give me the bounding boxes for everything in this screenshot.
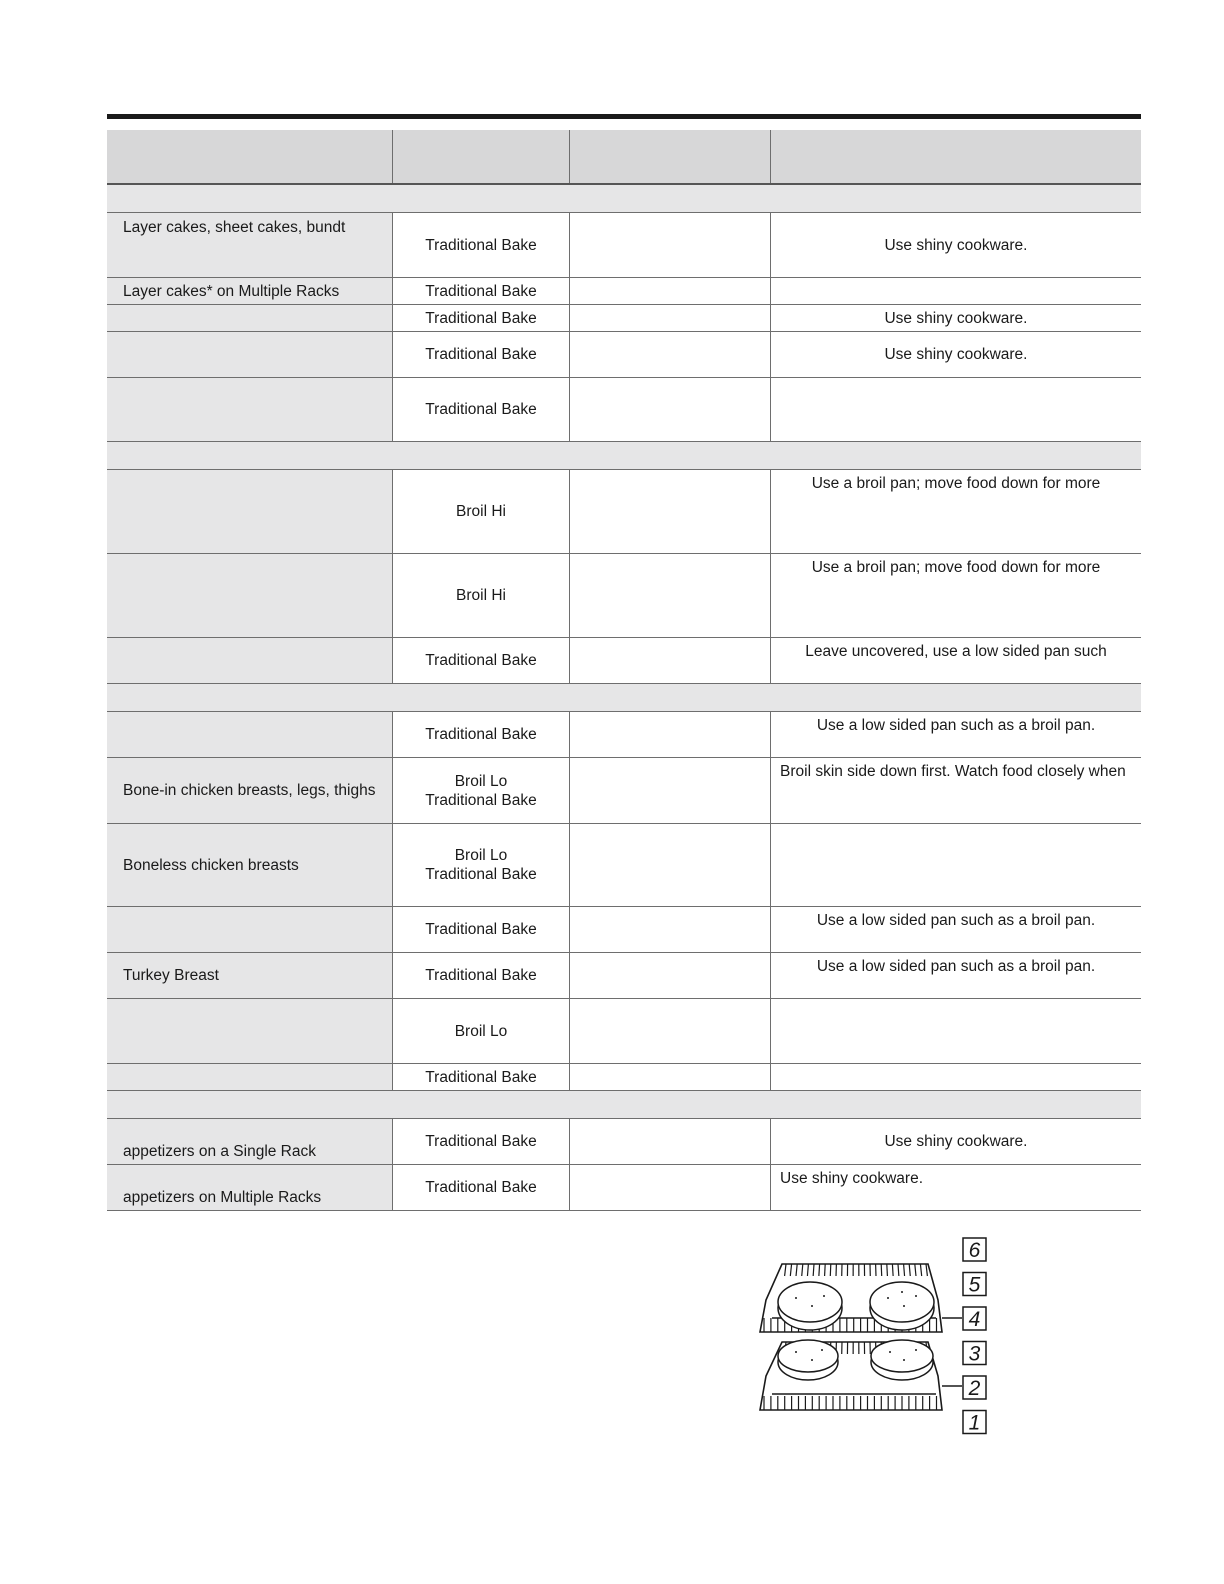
food-cell (107, 907, 392, 952)
rack-position-number: 6 (968, 1239, 981, 1262)
notes-text: Use shiny cookware. (884, 236, 1028, 254)
food-label: Bone-in chicken breasts, legs, thighs (123, 782, 376, 799)
food-cell (107, 554, 392, 637)
rack-position-cell (569, 907, 770, 952)
notes-text: Leave uncovered, use a low sided pan such (805, 643, 1107, 660)
notes-text: Use shiny cookware. (884, 309, 1028, 327)
notes-cell (770, 470, 1141, 553)
rack-position-number: 4 (968, 1308, 981, 1331)
table-row (107, 332, 1141, 378)
notes-cell (770, 1119, 1141, 1164)
notes-cell (770, 278, 1141, 304)
cooking-mode-cell (392, 953, 569, 998)
section-row (107, 684, 1141, 712)
cooking-mode-cell (392, 554, 569, 637)
cooking-mode-label: Broil Hi (456, 587, 506, 604)
cooking-mode-label: Traditional Bake (425, 652, 537, 669)
cooking-mode-cell (392, 999, 569, 1063)
cooking-mode-label: Broil Hi (456, 503, 506, 520)
rack-position-cell (569, 278, 770, 304)
rack-position-cell (569, 470, 770, 553)
notes-text: Use a low sided pan such as a broil pan. (816, 912, 1096, 929)
food-cell (107, 1119, 392, 1164)
notes-cell (770, 999, 1141, 1063)
cooking-mode-label: Traditional Bake (425, 921, 537, 938)
table-row (107, 999, 1141, 1064)
rack-position-cell (569, 378, 770, 441)
table-header (107, 130, 1141, 185)
rack-position-cell (569, 554, 770, 637)
notes-cell (770, 953, 1141, 998)
top-rule (107, 114, 1141, 119)
section-row (107, 1091, 1141, 1119)
rack-position-cell (569, 758, 770, 823)
food-label: appetizers on a Single Rack (123, 1143, 317, 1160)
food-label: Layer cakes, sheet cakes, bundt (123, 219, 346, 236)
table-row (107, 305, 1141, 332)
cooking-guide-table (107, 130, 1141, 1211)
rack-position-number: 3 (968, 1342, 981, 1366)
food-cell (107, 378, 392, 441)
table-row (107, 758, 1141, 824)
rack-position-cell (569, 1064, 770, 1090)
cooking-mode-cell (392, 278, 569, 304)
notes-cell (770, 305, 1141, 331)
table-row (107, 1064, 1141, 1091)
notes-cell (770, 378, 1141, 441)
rack-position-cell (569, 953, 770, 998)
food-cell (107, 1064, 392, 1090)
notes-text: Use a broil pan; move food down for more (811, 559, 1101, 576)
rack-position-cell (569, 638, 770, 683)
cooking-mode-cell (392, 907, 569, 952)
cooking-mode-label: Traditional Bake (425, 236, 537, 254)
header-notes-cell (770, 130, 1141, 183)
food-cell (107, 758, 392, 823)
cooking-mode-label: Broil Lo (454, 1022, 508, 1040)
table-row (107, 1119, 1141, 1165)
section-row (107, 185, 1141, 213)
table-row (107, 554, 1141, 638)
cooking-mode-cell (392, 712, 569, 757)
rack-position-number: 1 (968, 1411, 981, 1435)
table-row (107, 378, 1141, 442)
table-row (107, 470, 1141, 554)
food-cell (107, 1165, 392, 1210)
rack-position-number: 5 (968, 1273, 981, 1297)
notes-text: Use a broil pan; move food down for more (811, 475, 1101, 492)
cooking-mode-label: Traditional Bake (425, 726, 537, 743)
cooking-mode-label: Traditional Bake (425, 309, 537, 327)
cooking-mode-cell (392, 332, 569, 377)
notes-text: Use a low sided pan such as a broil pan. (816, 717, 1096, 734)
notes-text: Use shiny cookware. (884, 1133, 1028, 1150)
notes-cell (770, 638, 1141, 683)
header-mode-cell (392, 130, 569, 183)
table-row (107, 213, 1141, 278)
cooking-mode-cell (392, 1064, 569, 1090)
notes-cell (770, 1064, 1141, 1090)
cooking-mode-label: Traditional Bake (425, 791, 537, 809)
cooking-mode-label: Traditional Bake (425, 282, 537, 300)
food-cell (107, 213, 392, 277)
food-cell (107, 712, 392, 757)
notes-text: Use shiny cookware. (780, 1170, 924, 1187)
notes-cell (770, 758, 1141, 823)
notes-cell (770, 332, 1141, 377)
notes-cell (770, 824, 1141, 906)
cooking-mode-label: Traditional Bake (425, 1068, 537, 1086)
header-rack-cell (569, 130, 770, 183)
table-row (107, 953, 1141, 999)
rack-position-cell (569, 712, 770, 757)
cooking-mode-cell (392, 758, 569, 823)
cooking-mode-cell (392, 1165, 569, 1210)
cooking-mode-cell (392, 305, 569, 331)
rack-position-number: 2 (968, 1377, 981, 1400)
food-cell (107, 824, 392, 906)
cooking-mode-label: Traditional Bake (425, 346, 537, 363)
notes-cell (770, 213, 1141, 277)
notes-cell (770, 712, 1141, 757)
food-label: Layer cakes* on Multiple Racks (123, 282, 340, 300)
table-body (107, 185, 1141, 1211)
notes-cell (770, 907, 1141, 952)
cooking-mode-label: Broil Lo (454, 772, 508, 790)
food-cell (107, 953, 392, 998)
table-row (107, 278, 1141, 305)
notes-cell (770, 554, 1141, 637)
cooking-mode-label: Traditional Bake (425, 1133, 537, 1150)
cooking-mode-cell (392, 638, 569, 683)
rack-position-cell (569, 305, 770, 331)
header-food-cell (107, 130, 392, 183)
rack-position-cell (569, 824, 770, 906)
cooking-mode-label: Broil Lo (454, 847, 508, 864)
food-label: appetizers on Multiple Racks (123, 1189, 322, 1206)
section-row (107, 442, 1141, 470)
food-cell (107, 332, 392, 377)
rack-position-cell (569, 1165, 770, 1210)
rack-position-cell (569, 999, 770, 1063)
rack-position-cell (569, 332, 770, 377)
cooking-mode-label: Traditional Bake (425, 1179, 537, 1196)
food-cell (107, 638, 392, 683)
rack-position-cell (569, 1119, 770, 1164)
notes-cell (770, 1165, 1141, 1210)
cooking-mode-cell (392, 213, 569, 277)
table-row (107, 907, 1141, 953)
cooking-mode-cell (392, 470, 569, 553)
rack-position-labels (963, 1238, 986, 1435)
cooking-mode-cell (392, 378, 569, 441)
food-label: Turkey Breast (123, 967, 219, 984)
food-cell (107, 305, 392, 331)
cooking-mode-label: Traditional Bake (425, 967, 537, 984)
food-cell (107, 999, 392, 1063)
notes-text: Broil skin side down first. Watch food closely when (780, 763, 1126, 780)
table-row (107, 1165, 1141, 1211)
cooking-mode-cell (392, 824, 569, 906)
notes-text: Use a low sided pan such as a broil pan. (816, 958, 1096, 975)
food-cell (107, 278, 392, 304)
table-row (107, 824, 1141, 907)
cooking-mode-cell (392, 1119, 569, 1164)
notes-text: Use shiny cookware. (884, 346, 1028, 363)
rack-position-cell (569, 213, 770, 277)
food-label: Boneless chicken breasts (123, 856, 299, 874)
table-row (107, 712, 1141, 758)
oven-rack-diagram (752, 1234, 992, 1438)
table-row (107, 638, 1141, 684)
cooking-mode-label: Traditional Bake (425, 866, 537, 883)
cooking-mode-label: Traditional Bake (425, 401, 537, 418)
food-cell (107, 470, 392, 553)
